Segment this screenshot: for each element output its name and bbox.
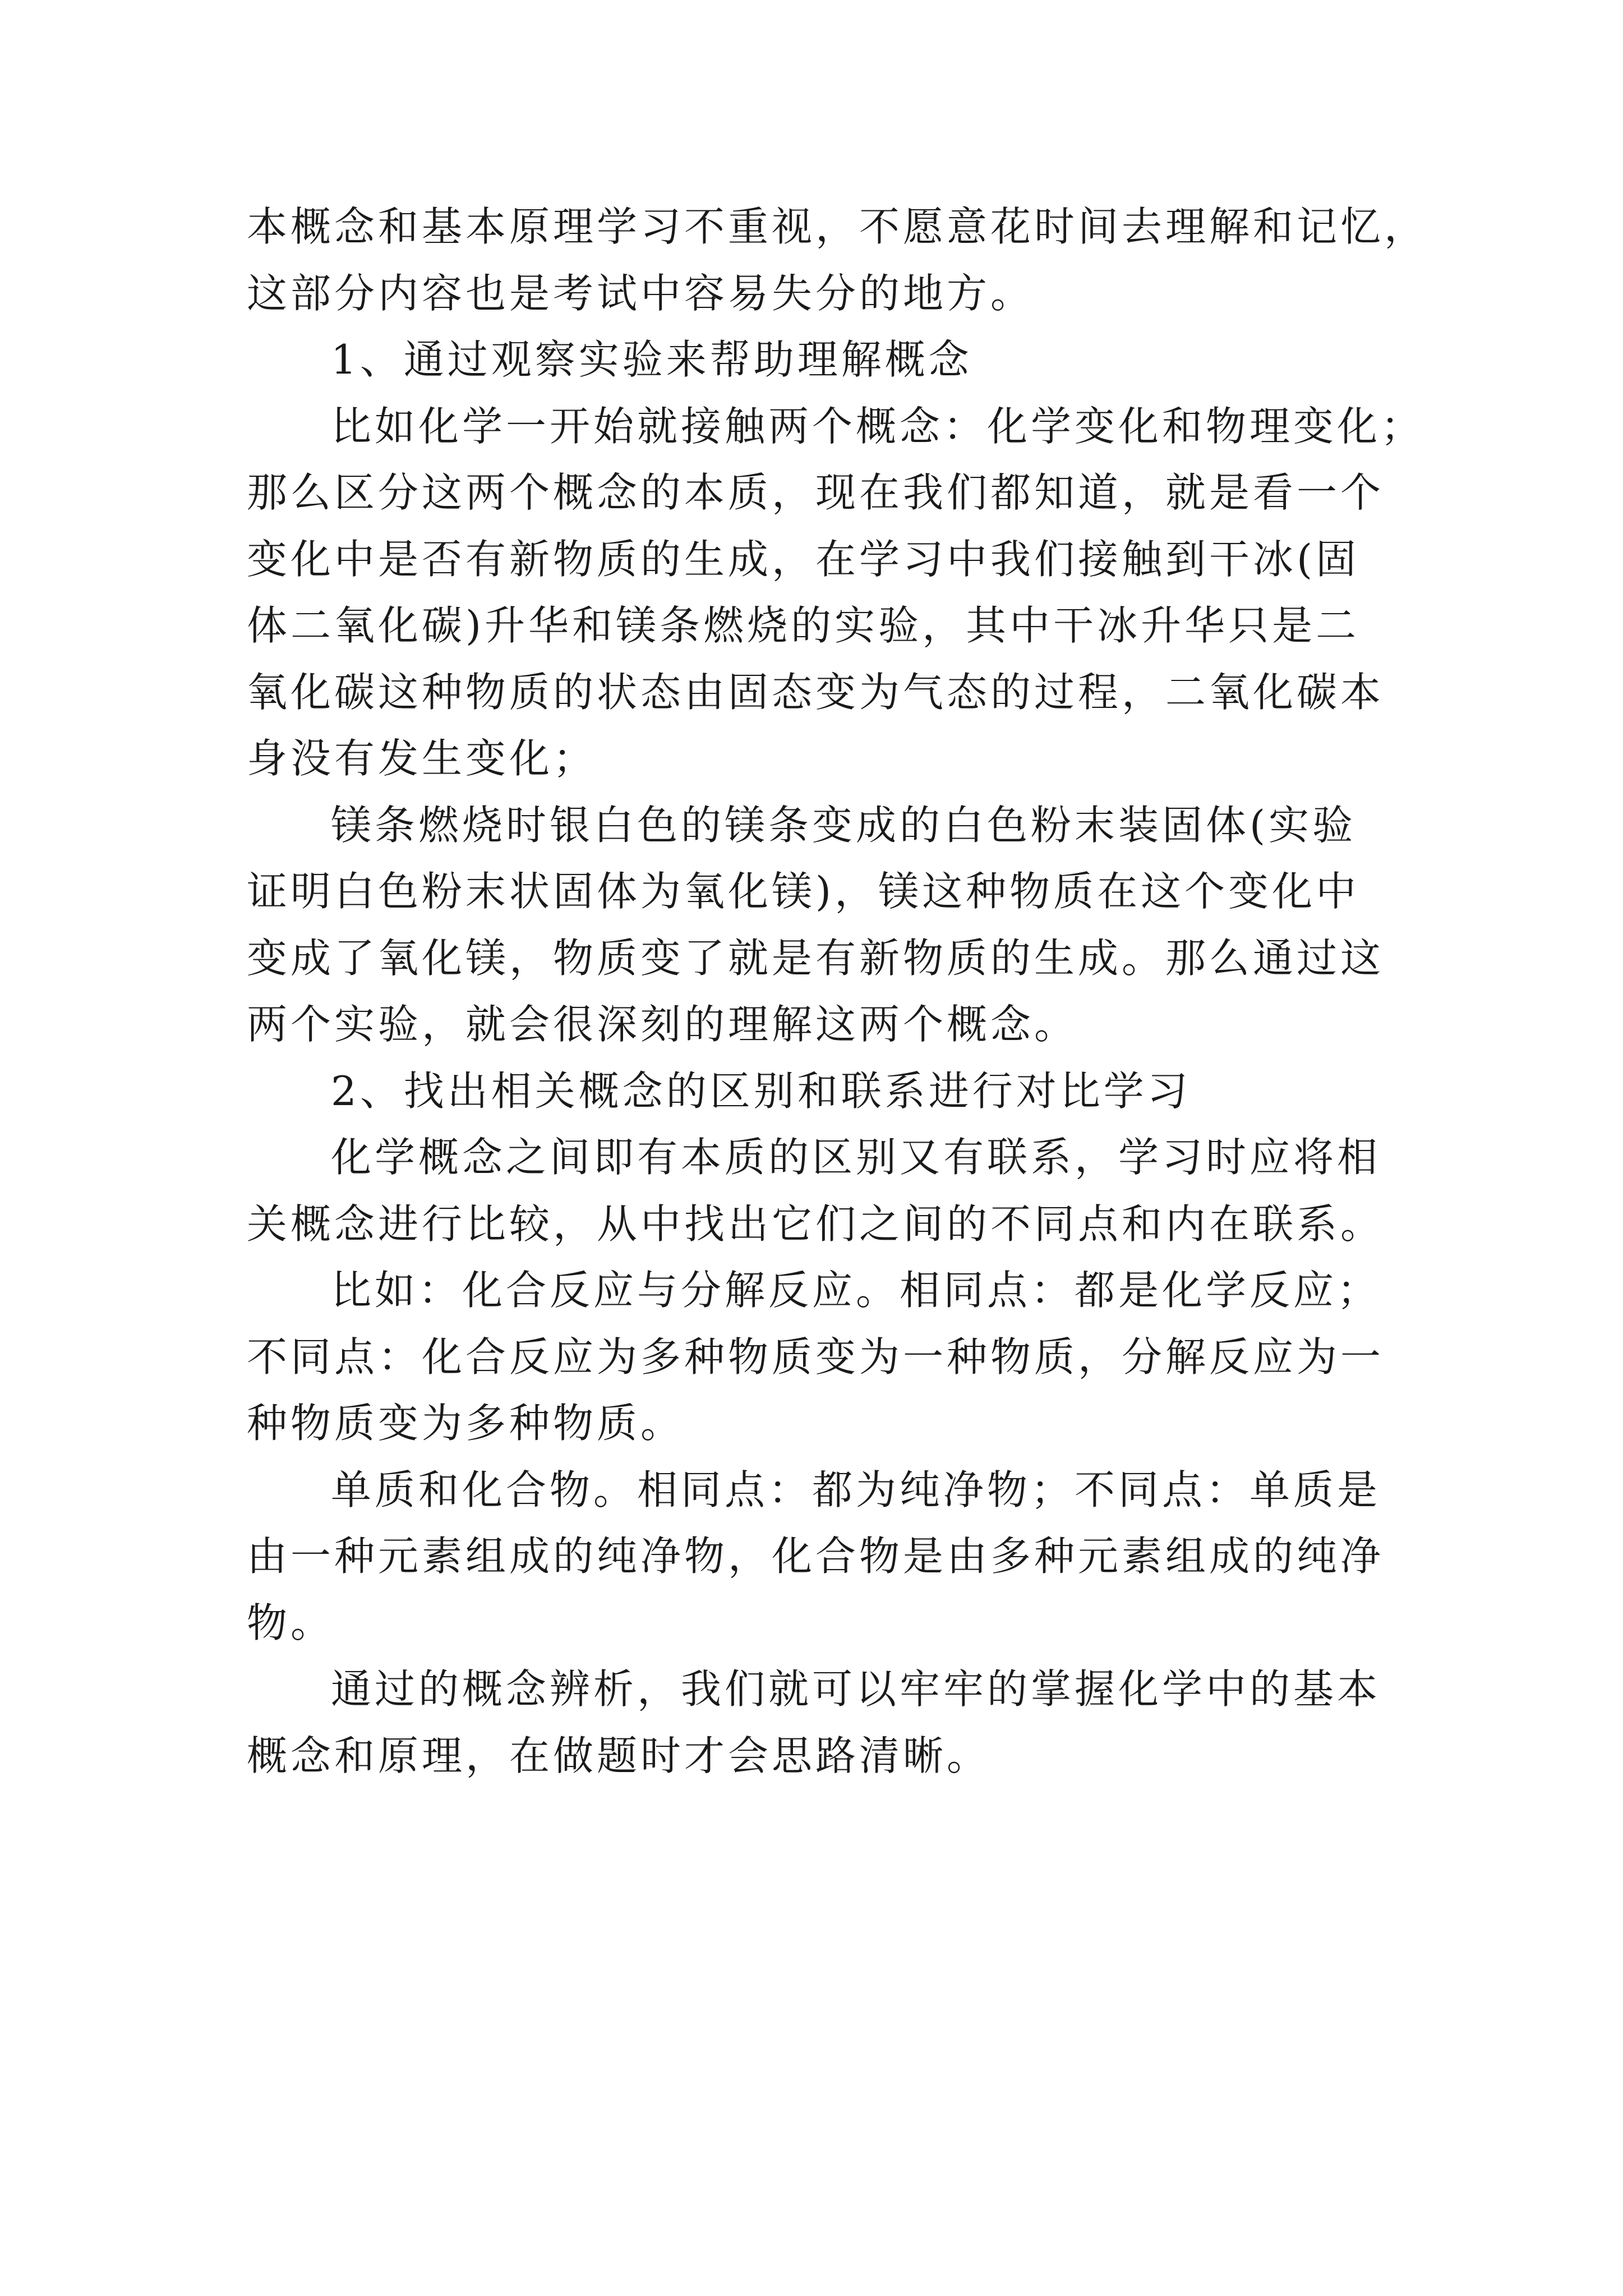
- paragraph-line: 变成了氧化镁，物质变了就是有新物质的生成。那么通过这: [247, 934, 1385, 982]
- paragraph-line: 比如：化合反应与分解反应。相同点：都是化学反应；: [331, 1267, 1381, 1314]
- paragraph-line: 概念和原理，在做题时才会思路清晰。: [247, 1732, 991, 1779]
- paragraph-line: 单质和化合物。相同点：都为纯净物；不同点：单质是: [331, 1466, 1381, 1513]
- section-heading-1: [247, 326, 1453, 393]
- paragraph-line: 本概念和基本原理学习不重视，不愿意花时间去理解和记忆，: [247, 203, 1428, 250]
- paragraph-line: 氧化碳这种物质的状态由固态变为气态的过程，二氧化碳本: [247, 668, 1385, 716]
- paragraph-line: 这部分内容也是考试中容易失分的地方。: [247, 269, 1035, 317]
- paragraph-line: 证明白色粉末状固体为氧化镁)，镁这种物质在这个变化中: [247, 868, 1360, 915]
- paragraph-line: 那么区分这两个概念的本质，现在我们都知道，就是看一个: [247, 469, 1385, 516]
- paragraph-element-compound: [247, 1457, 1453, 1657]
- paragraph-intro: [247, 194, 1453, 326]
- paragraph-concept-comparison: [247, 1124, 1453, 1257]
- section-heading-2: [247, 1058, 1453, 1125]
- paragraph-reaction-types: [247, 1257, 1453, 1457]
- heading-line: 1、通过观察实验来帮助理解概念: [331, 336, 972, 383]
- paragraph-line: 由一种元素组成的纯净物，化合物是由多种元素组成的纯净: [247, 1533, 1385, 1580]
- paragraph-line: 体二氧化碳)升华和镁条燃烧的实验，其中干冰升华只是二: [247, 602, 1360, 649]
- paragraph-line: 镁条燃烧时银白色的镁条变成的白色粉末装固体(实验: [331, 801, 1357, 849]
- paragraph-conclusion: [247, 1656, 1453, 1789]
- paragraph-line: 比如化学一开始就接触两个概念：化学变化和物理变化；: [331, 402, 1425, 450]
- paragraph-line: 关概念进行比较，从中找出它们之间的不同点和内在联系。: [247, 1200, 1385, 1248]
- paragraph-line: 化学概念之间即有本质的区别又有联系，学习时应将相: [331, 1134, 1381, 1181]
- paragraph-line: 通过的概念辨析，我们就可以牢牢的掌握化学中的基本: [331, 1665, 1381, 1713]
- heading-line: 2、找出相关概念的区别和联系进行对比学习: [331, 1067, 1191, 1115]
- paragraph-magnesium-burning: [247, 792, 1453, 1058]
- document-body: [247, 194, 1453, 1789]
- paragraph-line: 物。: [247, 1599, 335, 1646]
- paragraph-line: 身没有发生变化；: [247, 735, 597, 782]
- paragraph-line: 变化中是否有新物质的生成，在学习中我们接触到干冰(固: [247, 535, 1360, 583]
- paragraph-line: 不同点：化合反应为多种物质变为一种物质，分解反应为一: [247, 1333, 1385, 1381]
- paragraph-chemical-physical-change: [247, 393, 1453, 792]
- paragraph-line: 两个实验，就会很深刻的理解这两个概念。: [247, 1001, 1078, 1048]
- paragraph-line: 种物质变为多种物质。: [247, 1400, 685, 1447]
